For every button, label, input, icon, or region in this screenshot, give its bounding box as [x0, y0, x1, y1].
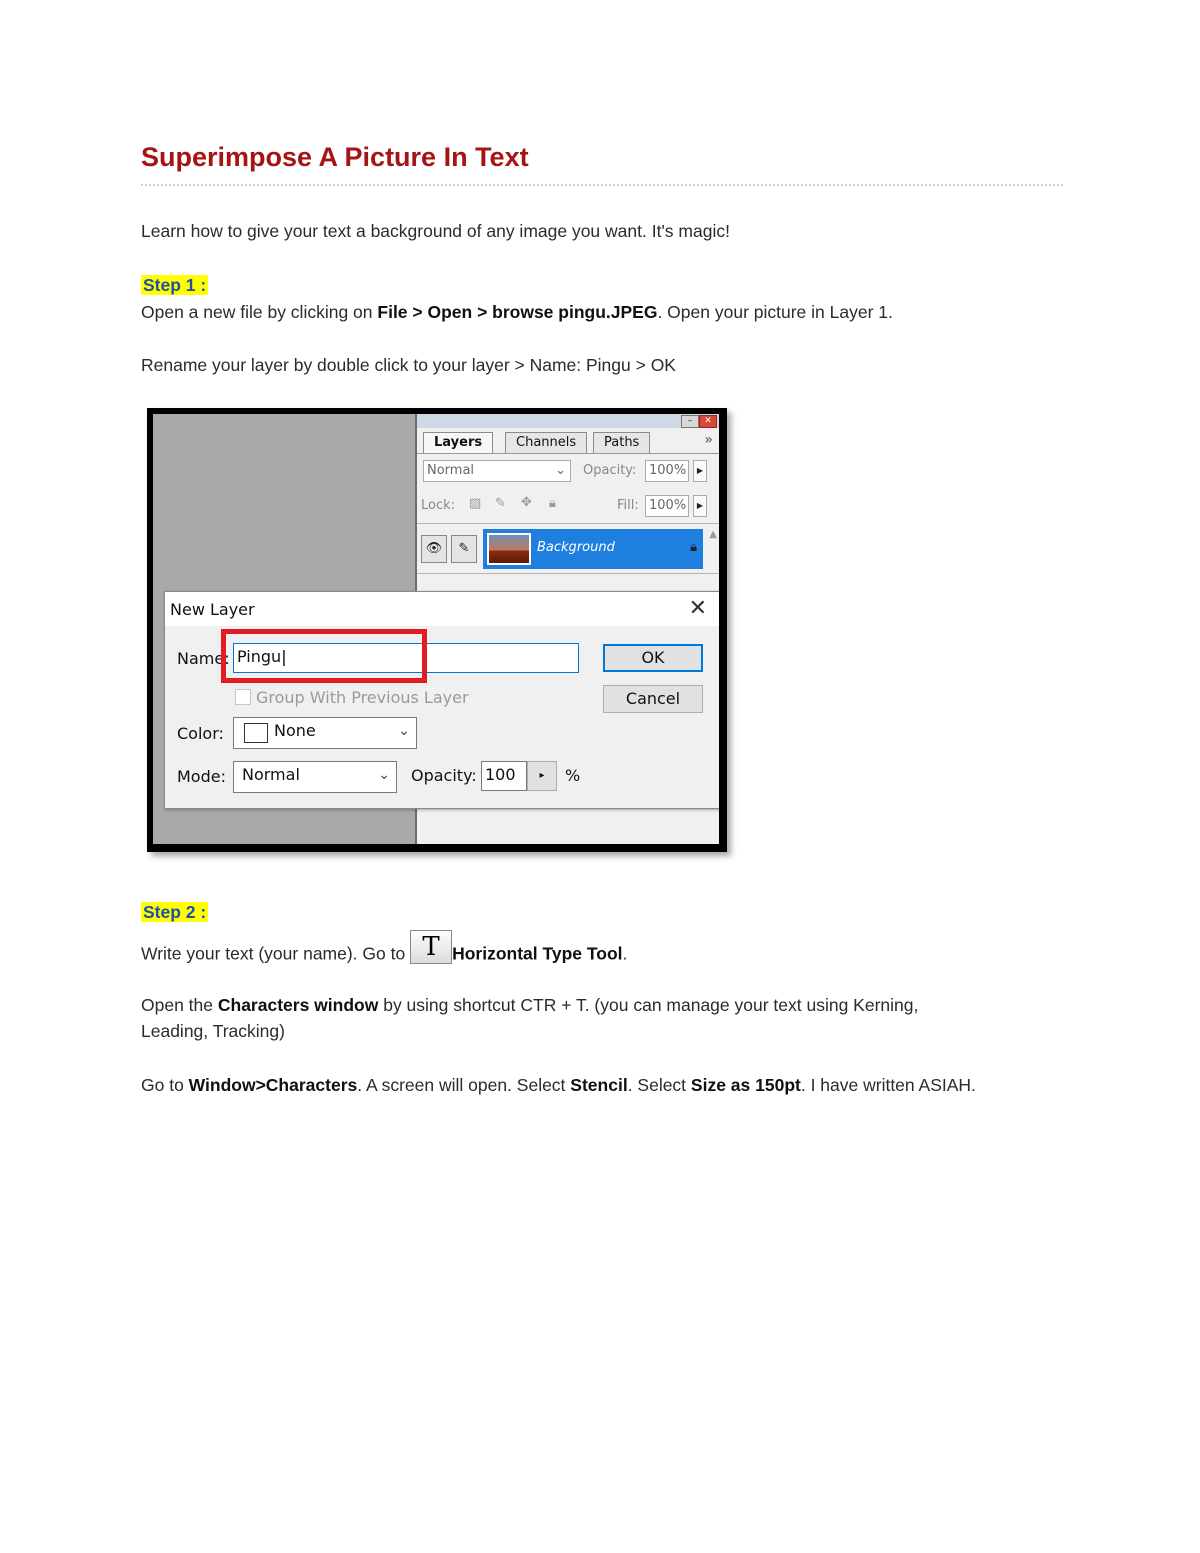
p3-bold-stencil: Stencil — [570, 1075, 628, 1095]
p3-text-3: . Select — [627, 1075, 691, 1095]
step2-text: Write your text (your name). Go to — [141, 943, 411, 964]
close-icon[interactable]: ✕ — [699, 415, 717, 428]
mode-select[interactable] — [233, 761, 397, 793]
type-tool-icon: T — [410, 930, 452, 964]
color-value: None — [274, 721, 316, 740]
dialog-title: New Layer — [170, 600, 255, 619]
step2-characters-window: Characters window — [217, 995, 379, 1015]
step1-bold-path: File > Open > browse pingu.JPEG — [377, 302, 658, 322]
opacity-input[interactable]: 100 — [481, 761, 527, 791]
tab-channels[interactable]: Channels — [505, 432, 587, 453]
step1-heading — [141, 272, 208, 298]
step1-label: Step 1 : — [143, 275, 207, 295]
group-label: Group With Previous Layer — [256, 688, 469, 707]
lock-transparency-icon[interactable]: ▨ — [469, 496, 482, 511]
double-chevron-right-icon[interactable]: » — [704, 432, 713, 448]
layer-selected[interactable] — [483, 529, 703, 569]
step2-tool-name: Horizontal Type Tool — [452, 943, 623, 964]
color-swatch — [244, 723, 268, 743]
step2-paragraph-1 — [141, 932, 628, 972]
lock-move-icon[interactable]: ✥ — [521, 495, 532, 510]
layer-row-background[interactable] — [417, 527, 703, 571]
layer-thumbnail — [487, 533, 531, 565]
minimize-icon[interactable]: – — [681, 415, 699, 428]
fill-arrow-icon[interactable]: ▶ — [693, 495, 707, 517]
ok-button[interactable]: OK — [603, 644, 703, 672]
opacity-arrow-icon[interactable]: ▶ — [693, 460, 707, 482]
tab-paths[interactable]: Paths — [593, 432, 650, 453]
blend-mode-value: Normal — [427, 463, 475, 478]
lock-brush-icon[interactable]: ✎ — [495, 496, 506, 511]
chevron-down-icon: ⌄ — [555, 463, 566, 478]
step2-heading — [141, 899, 208, 925]
step2-paragraph-2 — [141, 992, 918, 1018]
layer-list-divider — [417, 573, 719, 574]
fill-field[interactable]: 100% — [645, 495, 689, 517]
step2-paragraph-3 — [141, 1072, 976, 1098]
step1-text-end: . Open your picture in Layer 1. — [657, 302, 893, 322]
opacity-field[interactable]: 100% — [645, 460, 689, 482]
tab-layers[interactable]: Layers — [423, 432, 493, 453]
panel-tabs — [417, 429, 719, 454]
lock-all-icon[interactable]: 🔒︎ — [549, 496, 556, 511]
color-select[interactable] — [233, 717, 417, 749]
new-layer-dialog — [164, 591, 719, 809]
cancel-button[interactable]: Cancel — [603, 685, 703, 713]
step2-p2-text-end: by using shortcut CTR + T. (you can manage your text using Kerning, — [378, 995, 919, 1015]
opacity-arrow-icon[interactable]: ▸ — [527, 761, 557, 791]
opacity-label: Opacity: — [411, 766, 477, 785]
mode-label: Mode: — [177, 767, 226, 786]
p3-bold-window: Window>Characters — [188, 1075, 358, 1095]
step2-paragraph-2-line2: Leading, Tracking) — [141, 1021, 285, 1041]
panel-titlebar — [417, 414, 719, 428]
p3-text-1: Go to — [141, 1075, 189, 1095]
eye-icon[interactable]: 👁︎ — [421, 535, 447, 563]
name-label: Name: — [177, 649, 230, 668]
p3-text-4: . I have written ASIAH. — [800, 1075, 976, 1095]
fill-label: Fill: — [617, 498, 639, 513]
dialog-titlebar — [165, 592, 719, 626]
mode-value: Normal — [242, 765, 300, 784]
step2-p2-text: Open the — [141, 995, 218, 1015]
title-divider — [141, 184, 1063, 186]
layer-name: Background — [537, 540, 615, 555]
text-cursor: | — [281, 647, 287, 666]
step2-text-end: . — [622, 943, 628, 964]
name-input-value: Pingu — [237, 647, 282, 666]
p3-text-2: . A screen will open. Select — [357, 1075, 571, 1095]
lock-icon: 🔒︎ — [690, 540, 697, 555]
scroll-up-icon[interactable]: ▲ — [709, 529, 717, 540]
step1-text: Open a new file by clicking on — [141, 302, 378, 322]
chevron-down-icon: ⌄ — [378, 767, 390, 783]
p3-bold-size: Size as 150pt — [690, 1075, 801, 1095]
blend-mode-select[interactable] — [423, 460, 571, 482]
highlight-box — [221, 629, 427, 683]
step1-paragraph-2: Rename your layer by double click to your layer > Name: Pingu > OK — [141, 355, 676, 375]
group-checkbox[interactable] — [235, 689, 251, 705]
lock-label: Lock: — [421, 498, 456, 513]
opacity-label: Opacity: — [583, 463, 637, 478]
step1-paragraph-1 — [141, 299, 893, 325]
close-icon[interactable]: ✕ — [688, 596, 707, 621]
percent-label: % — [565, 766, 581, 785]
color-label: Color: — [177, 724, 224, 743]
page-title: Superimpose A Picture In Text — [141, 142, 529, 172]
brush-icon[interactable]: ✎ — [451, 535, 477, 563]
intro-text: Learn how to give your text a background of any image you want. It's magic! — [141, 221, 730, 241]
panel-divider — [417, 523, 719, 524]
step2-label: Step 2 : — [143, 902, 207, 922]
chevron-down-icon: ⌄ — [398, 723, 410, 739]
